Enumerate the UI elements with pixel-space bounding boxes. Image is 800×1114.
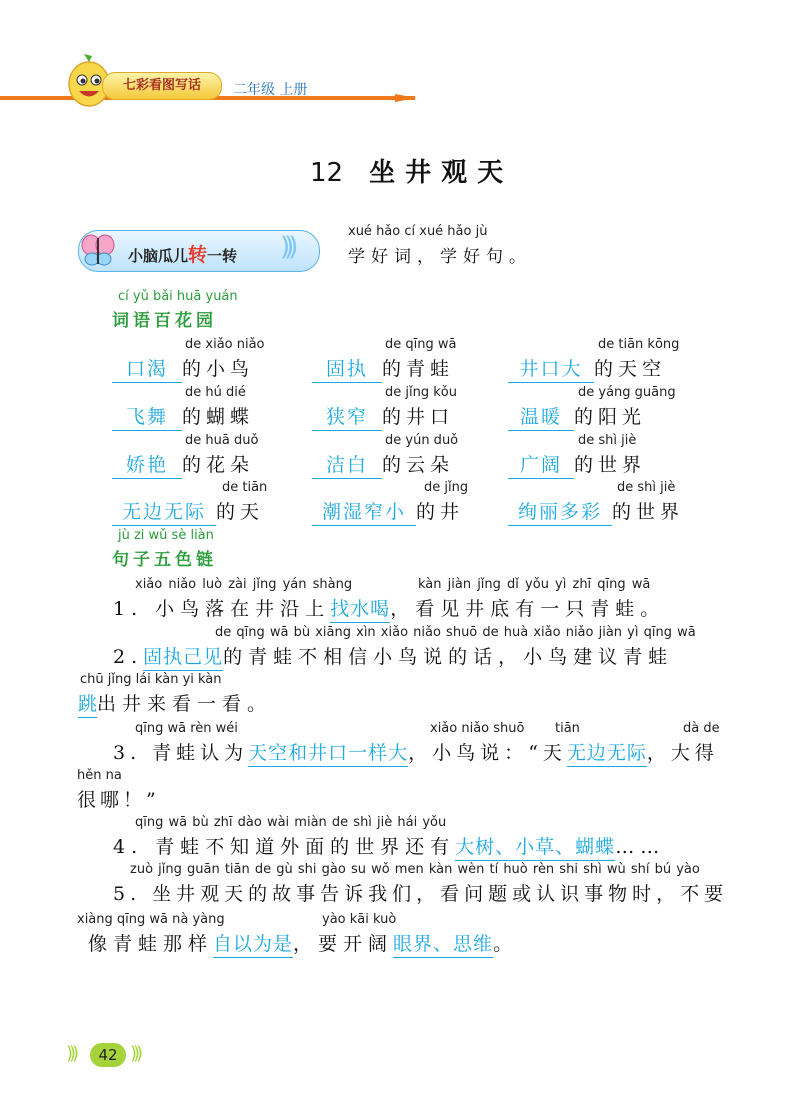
answer: 潮湿窄小 <box>312 497 416 526</box>
answer: 眼界、思维 <box>393 929 493 958</box>
word-item: 潮湿窄小 的井 <box>312 497 464 526</box>
sentence1-pinyin-b: kàn jiàn jǐng dǐ yǒu yì zhī qīng wā <box>418 577 651 592</box>
sentence2-pinyin-b: chū jǐng lái kàn yi kàn <box>80 672 222 687</box>
sentence5-pinyin-b: xiàng qīng wā nà yàng <box>77 912 225 927</box>
sentence3-pinyin-e: hěn na <box>77 768 122 783</box>
section1-title: 词语百花园 <box>112 311 217 331</box>
banner-title: 小脑瓜儿转一转 <box>128 244 238 266</box>
sentence5-pinyin-c: yào kāi kuò <box>322 912 397 927</box>
answer: 大树、小草、蝴蝶 <box>455 832 615 861</box>
answer: 跳 <box>78 689 97 718</box>
section2-title: 句子五色链 <box>112 550 217 570</box>
series-title: 七彩看图写话 <box>102 72 222 100</box>
word-pinyin: de shì jiè <box>578 433 637 448</box>
answer: 天空和井口一样大 <box>248 738 408 767</box>
word-pinyin: de huā duǒ <box>185 433 259 448</box>
answer: 固执己见 <box>143 642 223 671</box>
word-pinyin: de jǐng <box>424 480 469 495</box>
sentence-2: 2.固执己见的青蛙不相信小鸟说的话，小鸟建议青蛙 <box>113 642 673 671</box>
word-pinyin: de tiān <box>222 480 268 495</box>
sentence5-pinyin-a: zuò jǐng guān tiān de gù shi gào su wǒ men kàn wèn tí huò rèn shi shì wù shí bú yào <box>130 862 700 877</box>
word-pinyin: de qīng wā <box>385 337 457 352</box>
sentence-4: 4. 青蛙不知道外面的世界还有大树、小草、蝴蝶…… <box>113 832 665 861</box>
section1-pinyin: cí yǔ bǎi huā yuán <box>118 289 238 304</box>
page-number: 42 <box>90 1043 126 1067</box>
word-pinyin: de yún duǒ <box>385 433 459 448</box>
sentence4-pinyin: qīng wā bù zhī dào wài miàn de shì jiè hái yǒu <box>135 815 447 830</box>
word-pinyin: de hú dié <box>185 385 246 400</box>
answer: 绚丽多彩 <box>508 497 612 526</box>
sentence-5-cont: 像青蛙那样自以为是，要开阔眼界、思维。 <box>88 929 518 958</box>
word-pinyin: de yáng guāng <box>578 385 676 400</box>
answer: 固执 <box>312 354 382 383</box>
answer: 娇艳 <box>112 450 182 479</box>
word-item: 井口大 的天空 <box>508 354 666 383</box>
answer: 温暖 <box>508 402 574 431</box>
word-pinyin: de jǐng kǒu <box>385 385 457 400</box>
word-item: 口渴 的小鸟 <box>112 354 254 383</box>
word-item: 飞舞 的蝴蝶 <box>112 402 254 431</box>
word-item: 狭窄 的井口 <box>312 402 454 431</box>
page-title <box>310 152 513 189</box>
answer: 洁白 <box>312 450 382 479</box>
word-pinyin: de xiǎo niǎo <box>185 337 265 352</box>
word-item: 洁白 的云朵 <box>312 450 454 479</box>
word-pinyin: de tiān kōng <box>598 337 680 352</box>
word-item: 娇艳 的花朵 <box>112 450 254 479</box>
footer-chevron-right-icon: ))) <box>130 1043 140 1064</box>
sentence2-pinyin-a: de qīng wā bù xiāng xìn xiǎo niǎo shuō de huà xiǎo niǎo jiàn yì qīng wā <box>215 625 696 640</box>
word-item: 绚丽多彩 的世界 <box>508 497 684 526</box>
task-text: 学好词，学好句。 <box>348 247 532 267</box>
word-item: 温暖 的阳光 <box>508 402 646 431</box>
sentence-1: 1. 小鸟落在井沿上找水喝，看见井底有一只青蛙。 <box>113 594 665 623</box>
answer: 找水喝 <box>330 594 390 623</box>
answer: 无边无际 <box>567 738 647 767</box>
answer: 井口大 <box>508 354 594 383</box>
sentence3-pinyin-b: xiǎo niǎo shuō <box>430 721 525 736</box>
word-item: 广阔 的世界 <box>508 450 646 479</box>
answer: 飞舞 <box>112 402 182 431</box>
word-item: 固执 的青蛙 <box>312 354 454 383</box>
footer-chevron-left-icon: ))) <box>66 1043 76 1064</box>
section2-pinyin: jù zi wǔ sè liàn <box>118 528 214 543</box>
header-bar-tail <box>395 94 417 102</box>
answer: 无边无际 <box>112 497 216 526</box>
lesson-title: 坐井观天 <box>369 158 514 188</box>
word-pinyin: de shì jiè <box>617 480 676 495</box>
grade-label: 二年级 上册 <box>233 82 308 98</box>
sentence-3-cont: 很哪！” <box>77 789 160 811</box>
lesson-number: 12 <box>310 158 344 188</box>
task-pinyin: xué hǎo cí xué hǎo jù <box>348 224 488 239</box>
sentence3-pinyin-a: qīng wā rèn wéi <box>135 721 238 736</box>
sentence3-pinyin-d: dà de <box>683 721 720 736</box>
sentence-5: 5. 坐井观天的故事告诉我们，看问题或认识事物时，不要 <box>113 883 729 905</box>
chevron-decoration-icon: ))) <box>280 232 293 262</box>
sentence-2-cont: 跳出井来看一看。 <box>78 689 272 718</box>
answer: 口渴 <box>112 354 182 383</box>
answer: 狭窄 <box>312 402 382 431</box>
answer: 广阔 <box>508 450 574 479</box>
sentence3-pinyin-c: tiān <box>555 721 580 736</box>
sentence1-pinyin-a: xiǎo niǎo luò zài jǐng yán shàng <box>135 577 353 592</box>
sentence-3: 3. 青蛙认为天空和井口一样大，小鸟说：“天无边无际，大得 <box>113 738 719 767</box>
word-item: 无边无际 的天 <box>112 497 264 526</box>
butterfly-icon <box>80 232 116 268</box>
answer: 自以为是 <box>213 929 293 958</box>
